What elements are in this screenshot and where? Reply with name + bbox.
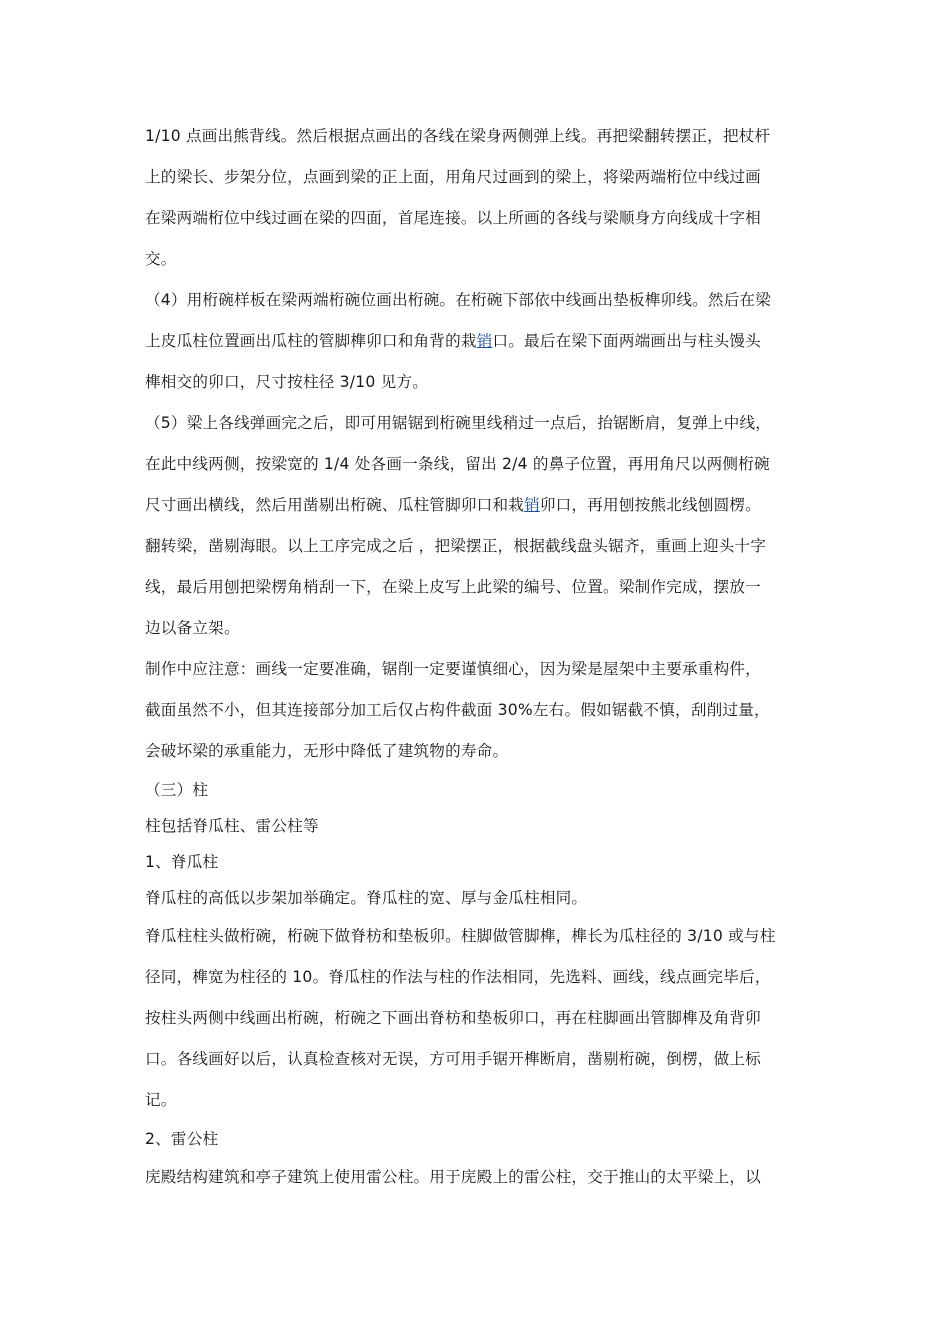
inline-link[interactable]: 销 xyxy=(476,332,493,350)
paragraph-p2 xyxy=(145,280,815,403)
paragraph-p1 xyxy=(145,116,815,280)
text-line: 在此中线两侧，按梁宽的 1/4 处各画一条线，留出 2/4 的鼻子位置，再用角尺以两侧桁碗 xyxy=(145,455,770,473)
text-line: 2、雷公柱 xyxy=(145,1130,219,1148)
text-line: 边以备立架。 xyxy=(145,619,240,637)
text-line: 庑殿结构建筑和亭子建筑上使用雷公柱。用于庑殿上的雷公柱，交于推山的太平梁上，以 xyxy=(145,1168,761,1186)
text-line: 脊瓜柱的高低以步架加举确定。脊瓜柱的宽、厚与金瓜柱相同。 xyxy=(145,889,588,907)
text-line: 交。 xyxy=(145,250,177,268)
text-line: 榫相交的卯口，尺寸按柱径 3/10 见方。 xyxy=(145,373,429,391)
text-line: 口。各线画好以后，认真检查核对无误，方可用手锯开榫断肩，凿剔桁碗，倒楞，做上标 xyxy=(145,1050,761,1068)
text-line: 柱包括脊瓜柱、雷公柱等 xyxy=(145,817,319,835)
paragraph-p8 xyxy=(145,1157,815,1198)
text-line: 制作中应注意：画线一定要准确，锯削一定要谨慎细心，因为梁是屋架中主要承重构件， xyxy=(145,660,761,678)
text-line: 1/10 点画出熊背线。然后根据点画出的各线在梁身两侧弹上线。再把梁翻转摆正，把杖杆 xyxy=(145,127,771,145)
text-line xyxy=(145,485,815,526)
text-line: （三）柱 xyxy=(145,781,209,799)
text-line: 脊瓜柱柱头做桁碗，桁碗下做脊枋和垫板卯。柱脚做管脚榫，榫长为瓜柱径的 3/10 或与柱 xyxy=(145,927,776,945)
text-line: 按柱头两侧中线画出桁碗，桁碗之下画出脊枋和垫板卯口，再在柱脚画出管脚榫及角背卯 xyxy=(145,1009,761,1027)
text-line: 上的梁长、步架分位，点画到梁的正上面，用角尺过画到的梁上，将梁两端桁位中线过画 xyxy=(145,168,761,186)
text-segment: 上皮瓜柱位置画出瓜柱的管脚榫卯口和角背的栽 xyxy=(145,332,477,350)
text-line: 翻转梁，凿剔海眼。以上工序完成之后 ，把梁摆正，根据截线盘头锯齐，重画上迎头十字 xyxy=(145,537,767,555)
text-line: 截面虽然不小，但其连接部分加工后仅占构件截面 30%左右。假如锯截不慎，刮削过量， xyxy=(145,701,770,719)
text-segment: 卯口，再用刨按熊北线刨圆楞。 xyxy=(539,496,761,514)
paragraph-p5 xyxy=(145,772,815,916)
paragraph-p7 xyxy=(145,1121,815,1157)
text-line: （5）梁上各线弹画完之后，即可用锯锯到桁碗里线稍过一点后，抬锯断肩，复弹上中线， xyxy=(145,414,772,432)
text-line xyxy=(145,321,815,362)
paragraph-p4 xyxy=(145,649,815,772)
inline-link[interactable]: 销 xyxy=(524,496,540,514)
text-line: 径同，榫宽为柱径的 10。脊瓜柱的作法与柱的作法相同，先选料、画线，线点画完毕后， xyxy=(145,968,771,986)
text-segment: 尺寸画出横线，然后用凿剔出桁碗、瓜柱管脚卯口和栽 xyxy=(145,496,525,514)
paragraph-p6 xyxy=(145,916,815,1121)
text-line: （4）用桁碗样板在梁两端桁碗位画出桁碗。在桁碗下部依中线画出垫板榫卯线。然后在梁 xyxy=(145,291,772,309)
text-line: 记。 xyxy=(145,1091,177,1109)
document-page xyxy=(145,116,815,1198)
text-line: 线，最后用刨把梁楞角梢刮一下，在梁上皮写上此梁的编号、位置。梁制作完成，摆放一 xyxy=(145,578,761,596)
text-line: 会破坏梁的承重能力，无形中降低了建筑物的寿命。 xyxy=(145,742,509,760)
text-line: 在梁两端桁位中线过画在梁的四面，首尾连接。以上所画的各线与梁顺身方向线成十字相 xyxy=(145,209,761,227)
text-segment: 口。最后在梁下面两端画出与柱头馒头 xyxy=(492,332,761,350)
paragraph-p3 xyxy=(145,403,815,649)
text-line: 1、脊瓜柱 xyxy=(145,853,219,871)
